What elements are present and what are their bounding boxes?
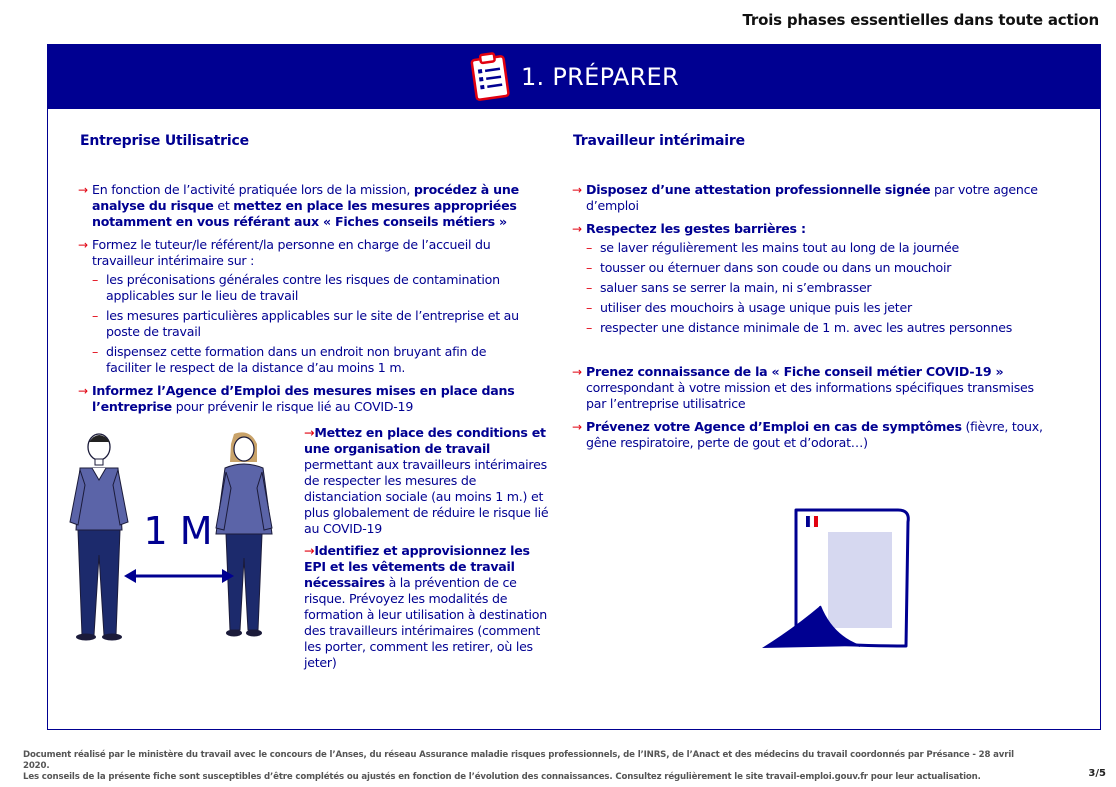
left-list: [78, 182, 533, 422]
right-heading: Travailleur intérimaire: [573, 133, 745, 149]
distance-arrow-icon: [124, 569, 234, 583]
woman-figure-icon: [216, 432, 272, 636]
sub-list-item: – tousser ou éternuer dans son coude ou dans un mouchoir: [586, 260, 1052, 276]
page-title: Trois phases essentielles dans toute action: [742, 11, 1099, 29]
section-banner: [48, 45, 1100, 109]
list-item: → Prenez connaissance de la « Fiche conseil métier COVID-19 » correspondant à votre mission et des informations spécifiques transmises par l’entreprise utilisatrice: [572, 364, 1052, 412]
clipboard-checklist-icon: [469, 52, 511, 102]
footer-line: Les conseils de la présente fiche sont susceptibles d’être complétés ou ajustés en fonction de l’évolution des connaissances. Consultez régulièrement le site travail-emploi.gouv.fr pour leur actualisation.: [23, 772, 981, 782]
arrow-right-icon: →: [304, 543, 315, 558]
list-item: →Mettez en place des conditions et une organisation de travail permettant aux travailleurs intérimaires de respecter les mesures de distanciation sociale (au moins 1 m.) et plus globalement de réduire le risque lié au COVID-19: [304, 425, 549, 536]
sub-list: [586, 240, 1052, 336]
list-item: →Identifiez et approvisionnez les EPI et les vêtements de travail nécessaires à la prévention de ce risque. Prévoyez les modalités de formation à leur utilisation à destination des travailleurs intérimaires (comment les porter, comment les retirer, où les jeter): [304, 543, 547, 670]
left-lower-list: [304, 425, 554, 677]
arrow-right-icon: →: [304, 425, 315, 440]
list-item: → En fonction de l’activité pratiquée lors de la mission, procédez à une analyse du risque et mettez en place les mesures appropriées notamment en vous référant aux « Fiches conseils métiers »: [78, 182, 533, 230]
list-item: → Informez l’Agence d’Emploi des mesures mises en place dans l’entreprise pour prévenir le risque lié au COVID-19: [78, 383, 533, 415]
sub-list-item: – dispensez cette formation dans un endroit non bruyant afin de faciliter le respect de la distance d’au moins 1 m.: [92, 344, 533, 376]
sub-list: [92, 272, 533, 376]
sub-list-item: – se laver régulièrement les mains tout au long de la journée: [586, 240, 1052, 256]
sub-list-item: – respecter une distance minimale de 1 m. avec les autres personnes: [586, 320, 1052, 336]
sub-list-item: – les mesures particulières applicables sur le site de l’entreprise et au poste de travail: [92, 308, 533, 340]
list-item: → Respectez les gestes barrières : – se laver régulièrement les mains tout au long de la journée – tousser ou éternuer dans son coude ou dans un mouchoir – saluer sans se serrer la main, ni s’embrasser – utiliser des mouchoirs à usage unique puis les jeter – respecter une distance minimale de 1 m. avec les autres personnes: [572, 221, 1052, 336]
footer-note: [23, 750, 1023, 783]
right-list: [572, 182, 1052, 458]
list-item: → Disposez d’une attestation professionnelle signée par votre agence d’emploi: [572, 182, 1052, 214]
sub-list-item: – utiliser des mouchoirs à usage unique puis les jeter: [586, 300, 1052, 316]
left-heading: Entreprise Utilisatrice: [80, 133, 249, 149]
sub-list-item: – les préconisations générales contre les risques de contamination applicables sur le lieu de travail: [92, 272, 533, 304]
list-item: → Prévenez votre Agence d’Emploi en cas de symptômes (fièvre, toux, gêne respiratoire, perte de gout et d’odorat…): [572, 419, 1052, 451]
distancing-illustration: [60, 430, 290, 650]
footer-line: Document réalisé par le ministère du travail avec le concours de l’Anses, du réseau Assurance maladie risques professionnels, de l’INRS, de l’Anact et des médecins du travail coordonnés par Présance - 28 avril 2020.: [23, 750, 1014, 771]
man-figure-icon: [70, 434, 128, 641]
list-item: → Formez le tuteur/le référent/la personne en charge de l’accueil du travailleur intérimaire sur : – les préconisations générales contre les risques de contamination applicables sur le lieu de travail – les mesures particulières applicables sur le site de l’entreprise et au poste de travail – dispensez cette formation dans un endroit non bruyant afin de faciliter le respect de la distance d’au moins 1 m.: [78, 237, 533, 376]
distance-label: 1 M: [143, 509, 213, 553]
page-number: 3/5: [1088, 768, 1106, 779]
document-illustration: [758, 506, 918, 656]
banner-title: 1. PRÉPARER: [520, 63, 679, 91]
sub-list-item: – saluer sans se serrer la main, ni s’embrasser: [586, 280, 1052, 296]
